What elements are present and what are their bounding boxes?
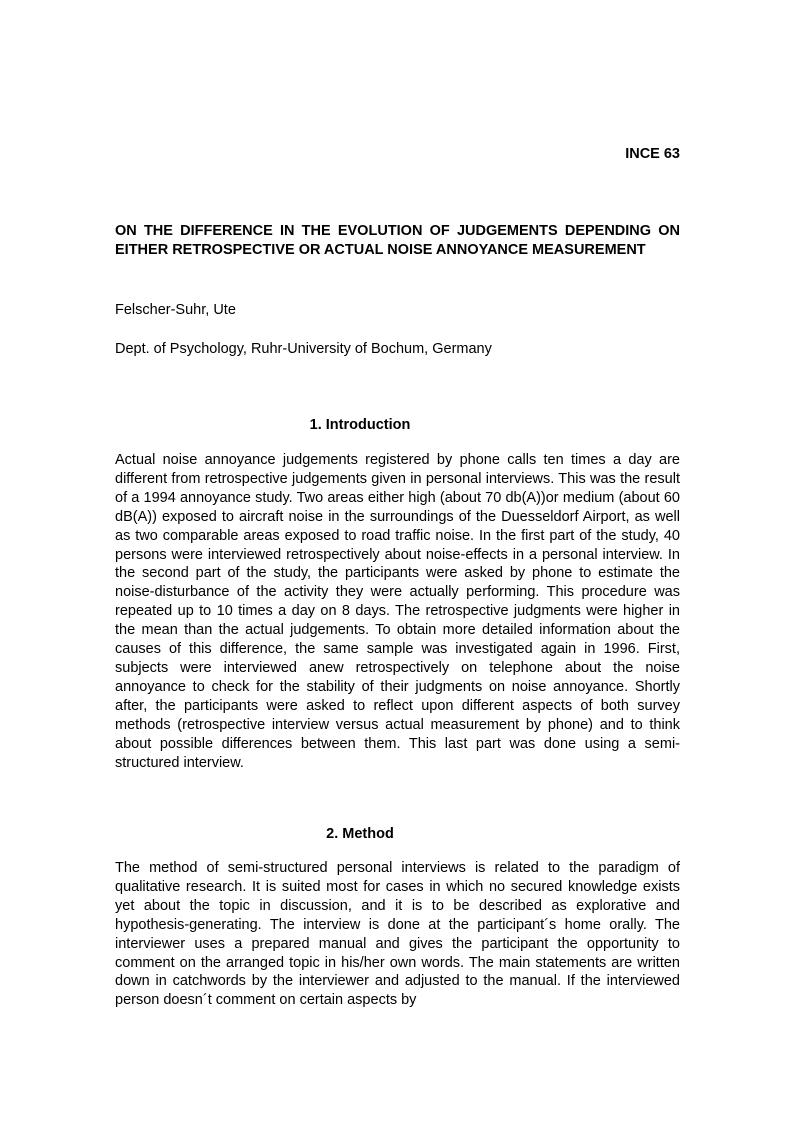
author-affiliation: Dept. of Psychology, Ruhr-University of Bochum, Germany bbox=[115, 341, 492, 357]
conference-id: INCE 63 bbox=[625, 146, 680, 162]
author-name: Felscher-Suhr, Ute bbox=[115, 302, 236, 318]
method-paragraph: The method of semi-structured personal interviews is related to the paradigm of qualitative research. It is suited most for cases in which no secured knowledge exists yet about the topic in discussion, and it is to be described as explorative and hypothesis-generating. The interview is done at the participant´s home orally. The interviewer uses a prepared manual and gives the participant the opportunity to comment on the arranged topic in his/her own words. The main statements are written down in catchwords by the interviewer and adjusted to the manual. If the interviewed person doesn´t comment on certain aspects by bbox=[115, 860, 680, 1009]
introduction-paragraph: Actual noise annoyance judgements registered by phone calls ten times a day are different from retrospective judgements given in personal interviews. This was the result of a 1994 annoyance study. Two areas either high (about 70 db(A))or medium (about 60 dB(A)) exposed to aircraft noise in the surroundings of the Duesseldorf Airport, as well as two comparable areas exposed to road traffic noise. In the first part of the study, 40 persons were interviewed retrospectively about noise-effects in a personal interview. In the second part of the study, the participants were asked by phone to estimate the noise-disturbance of the activity they were actually performing. This procedure was repeated up to 10 times a day on 8 days. The retrospective judgments were higher in the mean than the actual judgements. To obtain more detailed information about the causes of this difference, the same sample was investigated again in 1996. First, subjects were interviewed anew retrospectively on telephone about the noise annoyance to check for the stability of their judgments on noise annoyance. Shortly after, the participants were asked to reflect upon different aspects of both survey methods (retrospective interview versus actual measurement by phone) and to think about possible differences between them. This last part was done using a semi-structured interview. bbox=[115, 452, 680, 771]
paper-title: ON THE DIFFERENCE IN THE EVOLUTION OF JUDGEMENTS DEPENDING ON EITHER RETROSPECTIVE OR ACTUAL NOISE ANNOYANCE MEASUREMENT bbox=[115, 223, 680, 258]
section-heading-method: 2. Method bbox=[326, 826, 394, 842]
section-heading-introduction: 1. Introduction bbox=[309, 417, 411, 433]
